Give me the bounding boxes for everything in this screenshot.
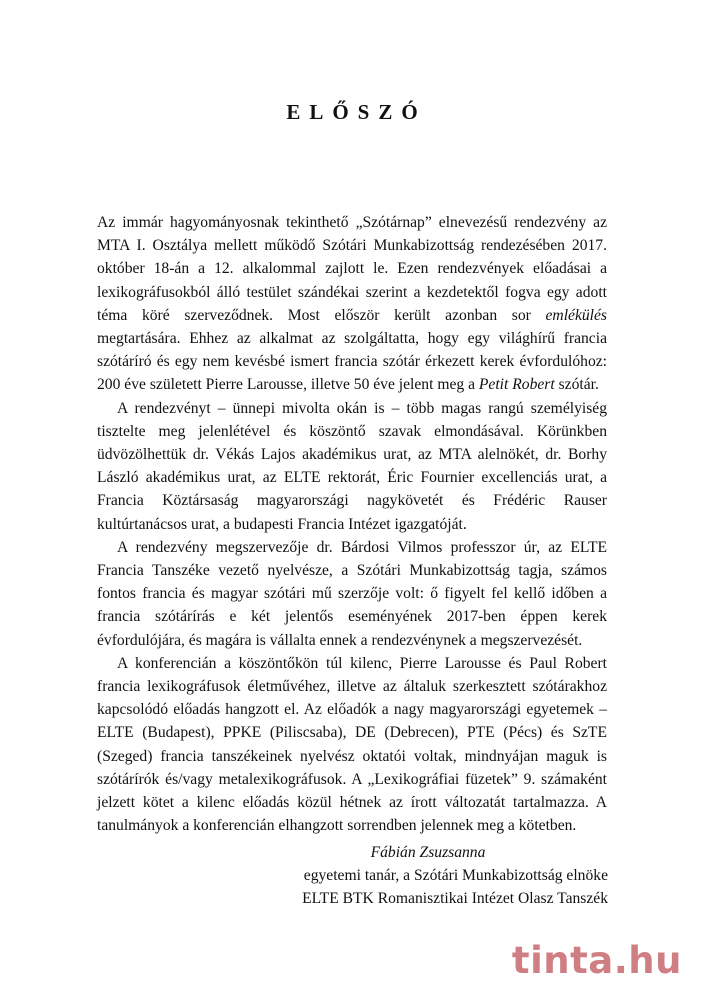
page-title: ELŐSZÓ [286, 100, 427, 124]
paragraph-1 [97, 211, 607, 397]
signature-role: egyetemi tanár, a Szótári Munkabizottság elnöke [303, 867, 608, 885]
paragraph-4: A konferencián a köszöntőkön túl kilenc, Pierre Larousse és Paul Robert francia lexikográfusok életművéhez, illetve az általuk szerkesztett szótárakhoz kapcsolódó előadás hangzott el. Az előadók a nagy magyarországi egyetemek – ELTE (Budapest), PPKE (Piliscsaba), DE (Debrecen), PTE (Pécs) és SzTE (Szeged) francia tanszékeinek nyelvész oktatói voltak, mindnyájan maguk is szótárírók és/vagy metalexikográfusok. A „Lexikográfiai füzetek” 9. számaként jelzett kötet a kilenc előadás közül hétnek az írott változatát tartalmazza. A tanulmányok a konferencián elhangzott sorrendben jelennek meg a kötetben. [97, 654, 607, 835]
paragraph-1-text-a: Az immár hagyományosnak tekinthető „Szótárnap” elnevezésű rendezvény az MTA I. Osztálya mellett működő Szótári Munkabizottság rendezésében 2017. október 18-án a 12. alkalommal zajlott le. Ezen rendezvények előadásai a lexikográfusokból álló testület szándékai szerint a kezdetektől fogva egy adott téma köré szerveződnek. Most először került azonban sor [97, 214, 607, 324]
tinta-watermark: tinta.hu [511, 939, 682, 982]
paragraph-1-text-c: szótár. [554, 376, 599, 394]
paragraph-1-text-b: megtartására. Ehhez az alkalmat az szolgáltatta, hogy egy világhírű francia szótáríró és egy nem kevésbé ismert francia szótár érkezett kerek évfordulóhoz: 200 éve született Pierre Larousse, illetve 50 éve jelent meg a [97, 330, 607, 394]
signature-block [248, 841, 608, 911]
foreword-body [97, 211, 607, 837]
paragraph-2: A rendezvényt – ünnepi mivolta okán is – több magas rangú személyiség tisztelte meg jelenlétével és köszöntő szavak elmondásával. Körünkben üdvözölhettük dr. Vékás Lajos akadémikus urat, az MTA alelnökét, dr. Borhy László akadémikus urat, az ELTE rektorát, Éric Fournier excellenciás urat, a Francia Köztársaság magyarországi nagykövetét és Frédéric Rauser kultúrtanácsos urat, a budapesti Francia Intézet igazgatóját. [97, 399, 607, 533]
emphasis-emlekules: emlékülés [545, 306, 607, 324]
emphasis-petit-robert: Petit Robert [478, 376, 555, 394]
signature-affiliation: ELTE BTK Romanisztikai Intézet Olasz Tanszék [302, 890, 608, 908]
paragraph-3: A rendezvény megszervezője dr. Bárdosi Vilmos professzor úr, az ELTE Francia Tanszéke vezető nyelvésze, a Szótári Munkabizottság tagja, számos fontos francia és magyar szótári mű szerzője volt: ő figyelt fel kellő időben a francia szótárírás e két jelentős eseményének 2017-ben éppen kerek évfordulójára, és magára is vállalta ennek a rendezvénynek a megszervezését. [97, 538, 607, 649]
signature-name: Fábián Zsuzsanna [370, 844, 486, 861]
